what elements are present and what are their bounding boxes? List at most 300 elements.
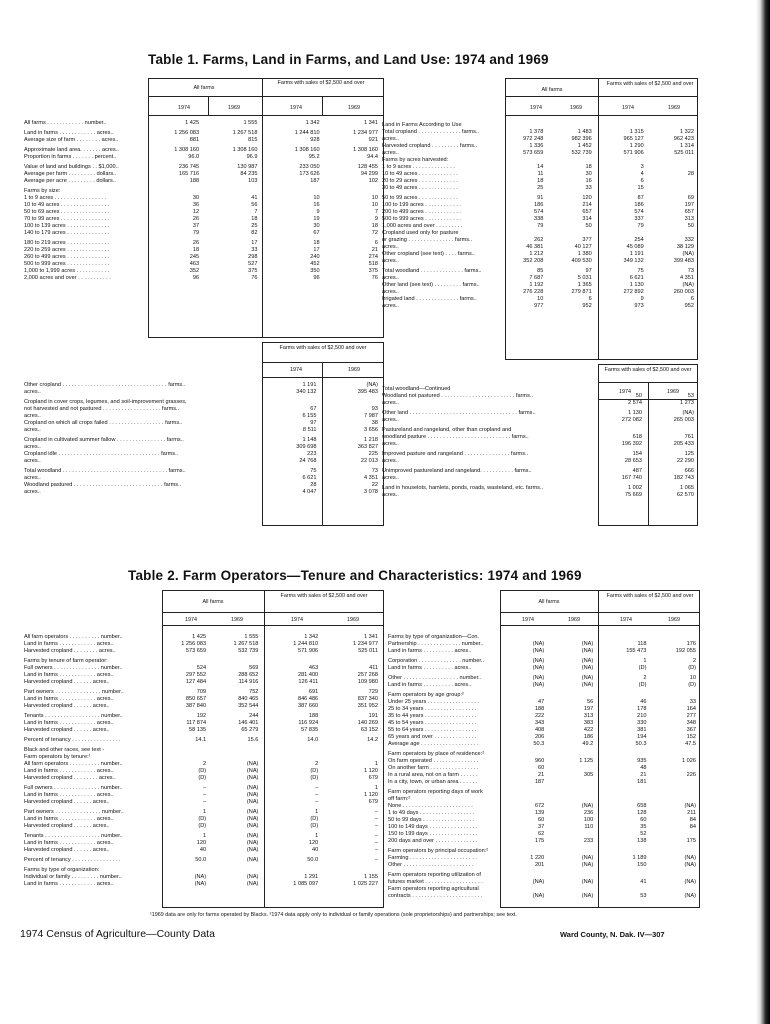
cell-value: (D) bbox=[198, 823, 207, 829]
row-label: woodland pasture . . . . . . . . . . . . . . . . . . . . . . . . . . . farms.. bbox=[382, 434, 529, 440]
cell-value: 569 bbox=[249, 665, 259, 671]
table-row bbox=[22, 230, 380, 237]
cell-value: 35 bbox=[640, 824, 647, 830]
cell-value: 155 473 bbox=[626, 648, 647, 654]
cell-value: – bbox=[315, 785, 319, 791]
footer-publication: 1974 Census of Agriculture—County Data bbox=[20, 928, 215, 940]
table-row bbox=[386, 658, 698, 665]
cell-value: 48 bbox=[640, 765, 647, 771]
cell-value: 4 bbox=[640, 171, 644, 177]
row-label: Harvested cropland . . . . . . acres.. bbox=[24, 847, 110, 853]
table-row bbox=[386, 862, 698, 869]
table-row bbox=[22, 658, 380, 665]
table-row bbox=[380, 195, 696, 202]
row-label: 20 to 29 acres . . . . . . . . . . . . . bbox=[382, 178, 458, 184]
header-1974: 1974 bbox=[185, 617, 197, 623]
header-1969: 1969 bbox=[568, 617, 580, 623]
row-label: 220 to 259 acres . . . . . . . . . . . . . . bbox=[24, 247, 110, 253]
row-label: acres.. bbox=[24, 475, 41, 481]
cell-value bbox=[546, 779, 595, 786]
cell-value: 337 bbox=[634, 216, 644, 222]
cell-value: 2 bbox=[315, 761, 319, 767]
cell-value: 67 bbox=[313, 230, 320, 236]
cell-value bbox=[646, 178, 696, 185]
cell-value: 14.1 bbox=[195, 737, 207, 743]
cell-value: – bbox=[315, 792, 319, 798]
row-label: Land in houselots, hamlets, ponds, roads, wasteland, etc. farms.. bbox=[382, 485, 544, 491]
table-row bbox=[22, 737, 380, 744]
cell-value: 128 455 bbox=[357, 164, 378, 170]
table-row bbox=[386, 741, 698, 748]
cell-value bbox=[590, 427, 644, 434]
cell-value: 117 874 bbox=[186, 720, 207, 726]
cell-value: 56 bbox=[251, 202, 258, 208]
cell-value: 408 bbox=[534, 727, 545, 733]
row-label: 35 to 44 years . . . . . . . . . . . . . . . . . bbox=[388, 713, 477, 719]
cell-value bbox=[201, 188, 259, 195]
cell-value: 288 652 bbox=[238, 672, 259, 678]
row-label: 10 to 49 acres . . . . . . . . . . . . . . . . bbox=[24, 202, 110, 208]
table-row bbox=[22, 475, 380, 482]
cell-value: 19 bbox=[313, 216, 320, 222]
row-label: Other cropland . . . . . . . . . . . . . . . . . . . . . . . . . . . . . . . . . . farms.. bbox=[24, 382, 186, 388]
cell-value: (NA) bbox=[246, 799, 259, 805]
table1-left-bottom-body bbox=[22, 382, 380, 496]
table-row bbox=[22, 202, 380, 209]
table-row bbox=[22, 768, 380, 775]
row-label: 1 to 9 acres . . . . . . . . . . . . . . bbox=[382, 164, 455, 170]
cell-value: 50 bbox=[635, 393, 642, 399]
cell-value: 4 351 bbox=[680, 275, 694, 281]
cell-value: 96.9 bbox=[246, 154, 258, 160]
table-row bbox=[386, 758, 698, 765]
cell-value: 30 bbox=[192, 195, 200, 201]
table-row bbox=[22, 209, 380, 216]
cell-value: 1 191 bbox=[629, 251, 644, 257]
table-row bbox=[22, 713, 380, 720]
table-row bbox=[380, 230, 696, 237]
header-all-farms: All farms bbox=[541, 87, 563, 93]
cell-value: 201 bbox=[534, 862, 545, 868]
cell-value: 47 bbox=[538, 699, 545, 705]
cell-value: 47.5 bbox=[685, 741, 696, 747]
table-row bbox=[386, 796, 698, 803]
cell-value: 387 840 bbox=[185, 703, 207, 709]
cell-value: 1 220 bbox=[530, 855, 545, 861]
row-label: Unimproved pastureland and rangeland. . . . . . . . . . . farms.. bbox=[382, 468, 532, 474]
header-sales: Farms with sales of $2,500 and over bbox=[279, 345, 367, 351]
table-row bbox=[380, 129, 696, 136]
cell-value: (D) bbox=[688, 665, 696, 671]
cell-value: 82 bbox=[251, 230, 258, 236]
cell-value bbox=[497, 634, 546, 641]
cell-value: 16 bbox=[313, 202, 320, 208]
row-label: Land in farms . . . . . . . . . . . . acres.. bbox=[24, 881, 114, 887]
cell-value: 532 739 bbox=[571, 150, 592, 156]
table-row bbox=[22, 689, 380, 696]
cell-value: 186 bbox=[534, 202, 544, 208]
cell-value: (NA) bbox=[532, 675, 545, 681]
row-label: acres.. bbox=[382, 289, 399, 295]
cell-value: 69 bbox=[687, 195, 694, 201]
table-row bbox=[22, 254, 380, 261]
row-label: 260 to 499 acres . . . . . . . . . . . . . . bbox=[24, 254, 110, 260]
cell-value: 194 bbox=[637, 734, 647, 740]
cell-value: 167 740 bbox=[621, 475, 642, 481]
table-row bbox=[380, 244, 696, 251]
cell-value: (NA) bbox=[246, 768, 259, 774]
cell-value: 1 120 bbox=[364, 768, 378, 774]
row-label: Approximate land area. . . . . . . acres.. bbox=[24, 147, 119, 153]
cell-value: 381 bbox=[637, 727, 647, 733]
table-row bbox=[386, 886, 698, 893]
header-1969: 1969 bbox=[668, 617, 680, 623]
cell-value: 1 267 518 bbox=[232, 130, 258, 136]
cell-value: 1 002 bbox=[628, 485, 642, 491]
cell-value: 279 871 bbox=[571, 289, 592, 295]
table-row bbox=[380, 251, 696, 258]
table1-right-header bbox=[505, 78, 698, 116]
cell-value: (NA) bbox=[194, 874, 207, 880]
table-row bbox=[380, 216, 696, 223]
cell-value: 33 bbox=[251, 247, 258, 253]
table2-title: Table 2. Farm Operators—Tenure and Characteristics: 1974 and 1969 bbox=[128, 568, 582, 583]
cell-value: 298 bbox=[248, 254, 258, 260]
table-row bbox=[22, 437, 380, 444]
table-row bbox=[380, 202, 696, 209]
cell-value: 1 bbox=[374, 761, 378, 767]
cell-value: 110 bbox=[584, 824, 594, 830]
cell-value: 150 bbox=[637, 862, 647, 868]
table-row bbox=[22, 164, 380, 171]
table-row bbox=[22, 847, 380, 854]
cell-value: 1 bbox=[203, 833, 207, 839]
cell-value: (NA) bbox=[581, 893, 594, 899]
cell-value bbox=[648, 634, 698, 641]
table-row bbox=[386, 789, 698, 796]
cell-value: 223 bbox=[307, 451, 317, 457]
cell-value: 36 bbox=[192, 202, 200, 208]
cell-value bbox=[646, 157, 696, 164]
cell-value: 881 bbox=[189, 137, 200, 143]
row-label: Total woodland . . . . . . . . . . . . . . farms.. bbox=[382, 268, 482, 274]
table-row bbox=[22, 489, 380, 496]
table-row bbox=[386, 772, 698, 779]
cell-value: (NA) bbox=[682, 410, 694, 416]
cell-value bbox=[546, 751, 595, 758]
cell-value: 409 530 bbox=[571, 258, 592, 264]
cell-value: 164 bbox=[686, 706, 696, 712]
cell-value bbox=[546, 848, 595, 855]
cell-value: 305 bbox=[583, 772, 594, 778]
cell-value bbox=[546, 886, 595, 893]
cell-value: 120 bbox=[582, 195, 592, 201]
cell-value: 8 511 bbox=[302, 427, 317, 433]
cell-value: 363 827 bbox=[357, 444, 378, 450]
cell-value: 41 bbox=[640, 879, 647, 885]
row-label: 180 to 219 acres . . . . . . . . . . . . . . bbox=[24, 240, 110, 246]
cell-value: 2 574 bbox=[628, 400, 642, 406]
cell-value bbox=[499, 157, 545, 164]
cell-value bbox=[595, 886, 648, 893]
cell-value: 15.6 bbox=[247, 737, 259, 743]
cell-value: 658 bbox=[637, 803, 647, 809]
table-row bbox=[386, 706, 698, 713]
cell-value: 313 bbox=[684, 216, 694, 222]
cell-value bbox=[648, 751, 698, 758]
cell-value: 1 148 bbox=[302, 437, 317, 443]
table-row bbox=[22, 816, 380, 823]
cell-value: 22 013 bbox=[360, 458, 378, 464]
cell-value: 79 bbox=[637, 223, 644, 229]
cell-value: 330 bbox=[637, 720, 647, 726]
cell-value: 14.2 bbox=[367, 737, 378, 743]
cell-value: 1 130 bbox=[628, 410, 642, 416]
cell-value bbox=[646, 164, 696, 171]
cell-value: 679 bbox=[368, 799, 378, 805]
cell-value bbox=[322, 188, 380, 195]
row-label: acres.. bbox=[382, 417, 399, 423]
table-row bbox=[380, 223, 696, 230]
cell-value: – bbox=[374, 816, 378, 822]
cell-value: 96 bbox=[313, 275, 320, 281]
table-row bbox=[380, 122, 696, 129]
header-all-farms: All farms bbox=[202, 599, 224, 605]
cell-value bbox=[208, 754, 260, 761]
row-label: 65 years and over . . . . . . . . . . . . . . bbox=[388, 734, 477, 740]
table-row bbox=[22, 240, 380, 247]
row-label: Other . . . . . . . . . . . . . . . . . . . . . . . bbox=[388, 862, 474, 868]
cell-value: 26 bbox=[192, 240, 200, 246]
cell-value: 348 bbox=[686, 720, 696, 726]
row-label: Improved pasture and rangeland . . . . . . . . . . . . . . . farms.. bbox=[382, 451, 529, 457]
cell-value: (NA) bbox=[532, 641, 545, 647]
row-label: off farm:² bbox=[388, 796, 411, 802]
cell-value: 196 392 bbox=[621, 441, 642, 447]
cell-value: (NA) bbox=[581, 855, 594, 861]
cell-value: 6 621 bbox=[629, 275, 644, 281]
cell-value: (D) bbox=[638, 682, 647, 688]
cell-value: 1 314 bbox=[680, 143, 694, 149]
cell-value: 125 bbox=[684, 451, 694, 457]
cell-value: 62 570 bbox=[676, 492, 694, 498]
row-label: acres.. bbox=[24, 489, 41, 495]
cell-value: 846 486 bbox=[297, 696, 319, 702]
row-label: Part owners . . . . . . . . . . . . . . . number.. bbox=[24, 809, 124, 815]
table-row bbox=[380, 492, 696, 499]
table-row bbox=[380, 275, 696, 282]
table-row bbox=[386, 803, 698, 810]
cell-value: 16 bbox=[585, 178, 592, 184]
table-row bbox=[22, 785, 380, 792]
cell-value bbox=[648, 848, 698, 855]
cell-value bbox=[594, 157, 646, 164]
row-label: acres.. bbox=[382, 303, 399, 309]
cell-value: (NA) bbox=[532, 682, 545, 688]
table2-left-header bbox=[162, 590, 384, 626]
cell-value: 1 218 bbox=[364, 437, 378, 443]
cell-value: 9 bbox=[316, 209, 320, 215]
row-label: Farm operators by tenure:¹ bbox=[24, 754, 91, 760]
cell-value: 1 026 bbox=[682, 758, 696, 764]
row-label: acres.. bbox=[382, 400, 399, 406]
row-label: acres.. bbox=[24, 389, 41, 395]
cell-value: 573 659 bbox=[185, 648, 207, 654]
row-label: Harvested cropland . . . . . . acres.. bbox=[24, 727, 110, 733]
table-row bbox=[380, 209, 696, 216]
cell-value: 244 bbox=[249, 713, 259, 719]
row-label: 1,000 to 1,999 acres . . . . . . . . . . . bbox=[24, 268, 110, 274]
cell-value: 9 bbox=[374, 216, 378, 222]
cell-value: 6 621 bbox=[302, 475, 317, 481]
cell-value: 41 bbox=[251, 195, 258, 201]
table-row bbox=[380, 468, 696, 475]
cell-value: 58 135 bbox=[189, 727, 207, 733]
cell-value: 28 bbox=[310, 482, 317, 488]
cell-value: 1 341 bbox=[364, 634, 378, 640]
cell-value: – bbox=[374, 857, 378, 863]
cell-value: 1 244 810 bbox=[293, 641, 319, 647]
table-row bbox=[380, 485, 696, 492]
row-label: Pastureland and rangeland, other than cropland and bbox=[382, 427, 512, 433]
table-row bbox=[380, 410, 696, 417]
cell-value: 18 bbox=[537, 178, 544, 184]
table-row bbox=[380, 143, 696, 150]
cell-value bbox=[546, 796, 595, 803]
cell-value: 1 380 bbox=[577, 251, 592, 257]
cell-value bbox=[648, 765, 698, 772]
table-row bbox=[386, 634, 698, 641]
cell-value: 6 bbox=[640, 178, 644, 184]
cell-value: 375 bbox=[368, 268, 378, 274]
cell-value: 960 bbox=[534, 758, 545, 764]
cell-value: 3 656 bbox=[364, 427, 378, 433]
cell-value bbox=[260, 754, 320, 761]
cell-value: 672 bbox=[534, 803, 545, 809]
table-row bbox=[22, 420, 380, 427]
cell-value bbox=[546, 765, 595, 772]
cell-value: 276 228 bbox=[523, 289, 544, 295]
cell-value: (NA) bbox=[581, 648, 594, 654]
row-label: Cropland idle . . . . . . . . . . . . . . . . . . . . . . . . . . . . . . . . . farms.. bbox=[24, 451, 179, 457]
row-label: Farm operators by age group:² bbox=[388, 692, 464, 698]
cell-value bbox=[499, 122, 545, 129]
table-row bbox=[22, 130, 380, 137]
table-row bbox=[380, 268, 696, 275]
header-1969: 1969 bbox=[348, 367, 360, 373]
cell-value bbox=[260, 747, 320, 754]
table1-left-body bbox=[22, 120, 380, 282]
cell-value bbox=[260, 867, 320, 874]
cell-value: 14 bbox=[537, 164, 544, 170]
row-label: Woodland not pastured . . . . . . . . . . . . . . . . . . . . . . . . farms.. bbox=[382, 393, 533, 399]
cell-value: 22 290 bbox=[676, 458, 694, 464]
table-row bbox=[386, 779, 698, 786]
table1-title: Table 1. Farms, Land in Farms, and Land Use: 1974 and 1969 bbox=[148, 52, 549, 67]
cell-value bbox=[546, 692, 595, 699]
header-1969: 1969 bbox=[668, 105, 680, 111]
table-row bbox=[22, 120, 380, 127]
cell-value: 233 bbox=[583, 838, 594, 844]
cell-value bbox=[648, 789, 698, 796]
cell-value: 245 bbox=[189, 254, 200, 260]
row-label: In a city, town, or urban area . . . . . . bbox=[388, 779, 478, 785]
row-label: Value of land and buildings . . $1,000.. bbox=[24, 164, 119, 170]
row-label: Proportion in farms . . . . . . . percent.. bbox=[24, 154, 117, 160]
table-row bbox=[22, 399, 380, 406]
cell-value: 349 132 bbox=[623, 258, 644, 264]
cell-value: 76 bbox=[251, 275, 258, 281]
cell-value: (NA) bbox=[684, 862, 696, 868]
cell-value: 752 bbox=[249, 689, 259, 695]
cell-value: 281 400 bbox=[297, 672, 319, 678]
table-row bbox=[386, 817, 698, 824]
table-row bbox=[22, 178, 380, 185]
cell-value: 49.2 bbox=[582, 741, 594, 747]
cell-value: 2 bbox=[692, 658, 696, 664]
row-label: Average per acre . . . . . . . . . dollars.. bbox=[24, 178, 116, 184]
cell-value: 75 bbox=[310, 468, 317, 474]
cell-value: 1 130 bbox=[629, 282, 644, 288]
cell-value: 84 bbox=[689, 817, 696, 823]
cell-value: 962 423 bbox=[673, 136, 694, 142]
cell-value: 1 bbox=[374, 785, 378, 791]
cell-value: 1 bbox=[643, 658, 647, 664]
cell-value bbox=[648, 692, 698, 699]
cell-value: 97 bbox=[585, 268, 592, 274]
cell-value: (NA) bbox=[246, 809, 259, 815]
cell-value: 6 bbox=[374, 240, 378, 246]
cell-value: 532 739 bbox=[238, 648, 259, 654]
cell-value bbox=[208, 747, 260, 754]
cell-value bbox=[156, 754, 208, 761]
table-row bbox=[380, 282, 696, 289]
cell-value: 1 bbox=[315, 809, 319, 815]
cell-value: 1 125 bbox=[579, 758, 594, 764]
cell-value: 277 bbox=[686, 713, 696, 719]
cell-value bbox=[545, 230, 593, 237]
cell-value: 395 483 bbox=[357, 389, 378, 395]
table-row bbox=[380, 258, 696, 265]
cell-value: 18 bbox=[192, 247, 200, 253]
table2-left-body bbox=[22, 634, 380, 888]
cell-value bbox=[208, 867, 260, 874]
cell-value: 60 bbox=[538, 817, 545, 823]
row-label: Land in farms . . . . . . . . . . acres.. bbox=[388, 648, 472, 654]
cell-value: 18 bbox=[585, 164, 592, 170]
cell-value: 935 bbox=[637, 758, 647, 764]
cell-value: 297 552 bbox=[185, 672, 207, 678]
cell-value bbox=[499, 230, 545, 237]
row-label: Land in farms . . . . . . . . . . . . acres.. bbox=[24, 840, 114, 846]
row-label: All farms . . . . . . . . . . . . number.. bbox=[24, 120, 107, 126]
table-row bbox=[380, 185, 696, 192]
row-label: Woodland pastured . . . . . . . . . . . . . . . . . . . . . . . . . . . . . farms.. bbox=[24, 482, 182, 488]
cell-value: 21 bbox=[371, 247, 378, 253]
header-1974: 1974 bbox=[622, 105, 634, 111]
table-row bbox=[22, 809, 380, 816]
cell-value bbox=[545, 122, 593, 129]
cell-value: 952 bbox=[582, 303, 592, 309]
cell-value: (NA) bbox=[246, 833, 259, 839]
cell-value: 1 322 bbox=[680, 129, 694, 135]
row-label: Harvested cropland . . . . . . . . acres.. bbox=[24, 648, 116, 654]
cell-value: 2 bbox=[643, 675, 647, 681]
table-row bbox=[386, 855, 698, 862]
row-label: Other . . . . . . . . . . . . . . . . . . number.. bbox=[388, 675, 482, 681]
cell-value: 518 bbox=[368, 261, 378, 267]
row-label: futures market . . . . . . . . . . . . . . . . . . . bbox=[388, 879, 483, 885]
